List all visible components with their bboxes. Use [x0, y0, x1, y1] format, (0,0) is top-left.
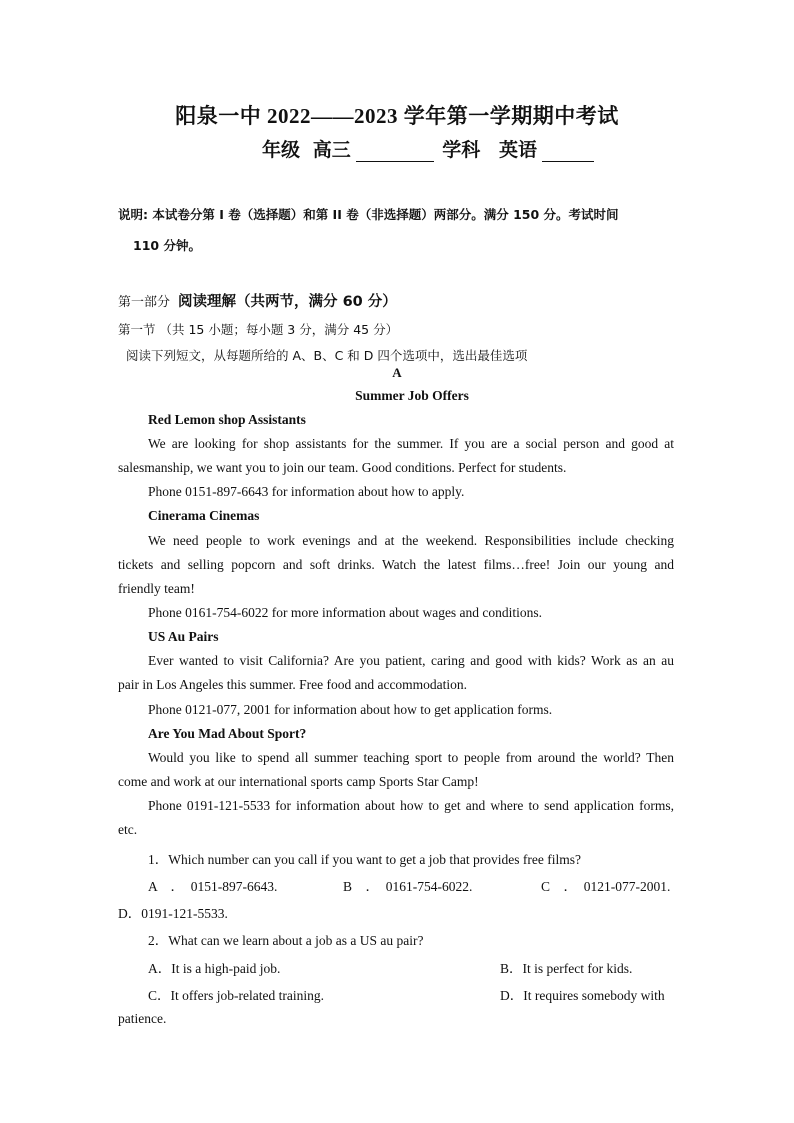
ad-phone-sport-cont: etc. — [118, 822, 138, 837]
question-1-option-a[interactable]: A ． 0151-897-6643. — [148, 879, 278, 894]
section-one-label: 第一节 （共 15 小题；每小题 3 分，满分 45 分） — [118, 322, 399, 337]
ad-heading-sport: Are You Mad About Sport? — [148, 726, 307, 741]
question-1-option-c[interactable]: C ． 0121-077-2001. — [541, 879, 671, 894]
instructions-line-1: 说明: 本试卷分第 I 卷（选择题）和第 II 卷（非选择题）两部分。满分 150 分。考试时间 — [118, 207, 619, 222]
question-2-option-c[interactable]: C．It offers job-related training. — [148, 988, 324, 1003]
ad-text-line: Ever wanted to visit California? Are you patient, caring and good with kids? Work as an au — [148, 653, 674, 668]
exam-subtitle — [262, 135, 594, 162]
question-2-option-d[interactable]: D．It requires somebody with — [500, 988, 665, 1003]
ad-text-line: We are looking for shop assistants for the summer. If you are a social person and good at — [148, 436, 674, 451]
question-2-stem: 2．What can we learn about a job as a US au pair? — [148, 933, 424, 948]
question-2-option-b[interactable]: B．It is perfect for kids. — [500, 961, 633, 976]
ad-text-line: come and work at our international sports camp Sports Star Camp! — [118, 774, 479, 789]
question-1-option-d[interactable]: D．0191-121-5533. — [118, 906, 228, 921]
ad-text-line: salesmanship, we want you to join our team. Good conditions. Perfect for students. — [118, 460, 567, 475]
question-2-option-a[interactable]: A．It is a high-paid job. — [148, 961, 281, 976]
ad-heading-cinerama: Cinerama Cinemas — [148, 508, 260, 523]
subject-underline — [542, 143, 594, 162]
ad-text-line: Would you like to spend all summer teaching sport to people from around the world? Then — [148, 750, 674, 765]
ad-text-line: tickets and selling popcorn and soft drinks. Watch the latest films…free! Join our young and — [118, 557, 674, 572]
ad-heading-us-au-pairs: US Au Pairs — [148, 629, 219, 644]
ad-text-line: friendly team! — [118, 581, 195, 596]
subject-label: 学科 — [442, 140, 481, 161]
grade-value: 高三 — [312, 140, 351, 161]
part-one-heading — [118, 290, 397, 311]
ad-phone-red-lemon: Phone 0151-897-6643 for information about how to apply. — [148, 484, 465, 499]
ad-heading-red-lemon: Red Lemon shop Assistants — [148, 412, 306, 427]
ad-phone-sport: Phone 0191-121-5533 for information about how to get and where to send application forms, — [148, 798, 674, 813]
passage-letter: A — [392, 365, 402, 380]
question-1-stem: 1．Which number can you call if you want to get a job that provides free films? — [148, 852, 581, 867]
instructions-line-2: 110 分钟。 — [133, 238, 201, 253]
subject-value: 英语 — [499, 140, 538, 161]
exam-title: 阳泉一中 2022——2023 学年第一学期期中考试 — [175, 104, 619, 128]
ad-phone-us-au-pairs: Phone 0121-077, 2001 for information about how to get application forms. — [148, 702, 553, 717]
part-one-label: 第一部分 — [118, 295, 171, 310]
part-one-title: 阅读理解（共两节，满分 60 分） — [178, 294, 397, 310]
question-1-option-b[interactable]: B ． 0161-754-6022. — [343, 879, 473, 894]
grade-label: 年级 — [262, 140, 301, 161]
section-one-directions: 阅读下列短文，从每题所给的 A、B、C 和 D 四个选项中，选出最佳选项 — [126, 348, 528, 363]
question-2-option-d-cont: patience. — [118, 1011, 167, 1026]
grade-underline — [356, 143, 434, 162]
ad-phone-cinerama: Phone 0161-754-6022 for more information about wages and conditions. — [148, 605, 543, 620]
ad-text-line: pair in Los Angeles this summer. Free food and accommodation. — [118, 677, 468, 692]
passage-title: Summer Job Offers — [355, 388, 469, 403]
ad-text-line: We need people to work evenings and at the weekend. Responsibilities include checking — [148, 533, 674, 548]
